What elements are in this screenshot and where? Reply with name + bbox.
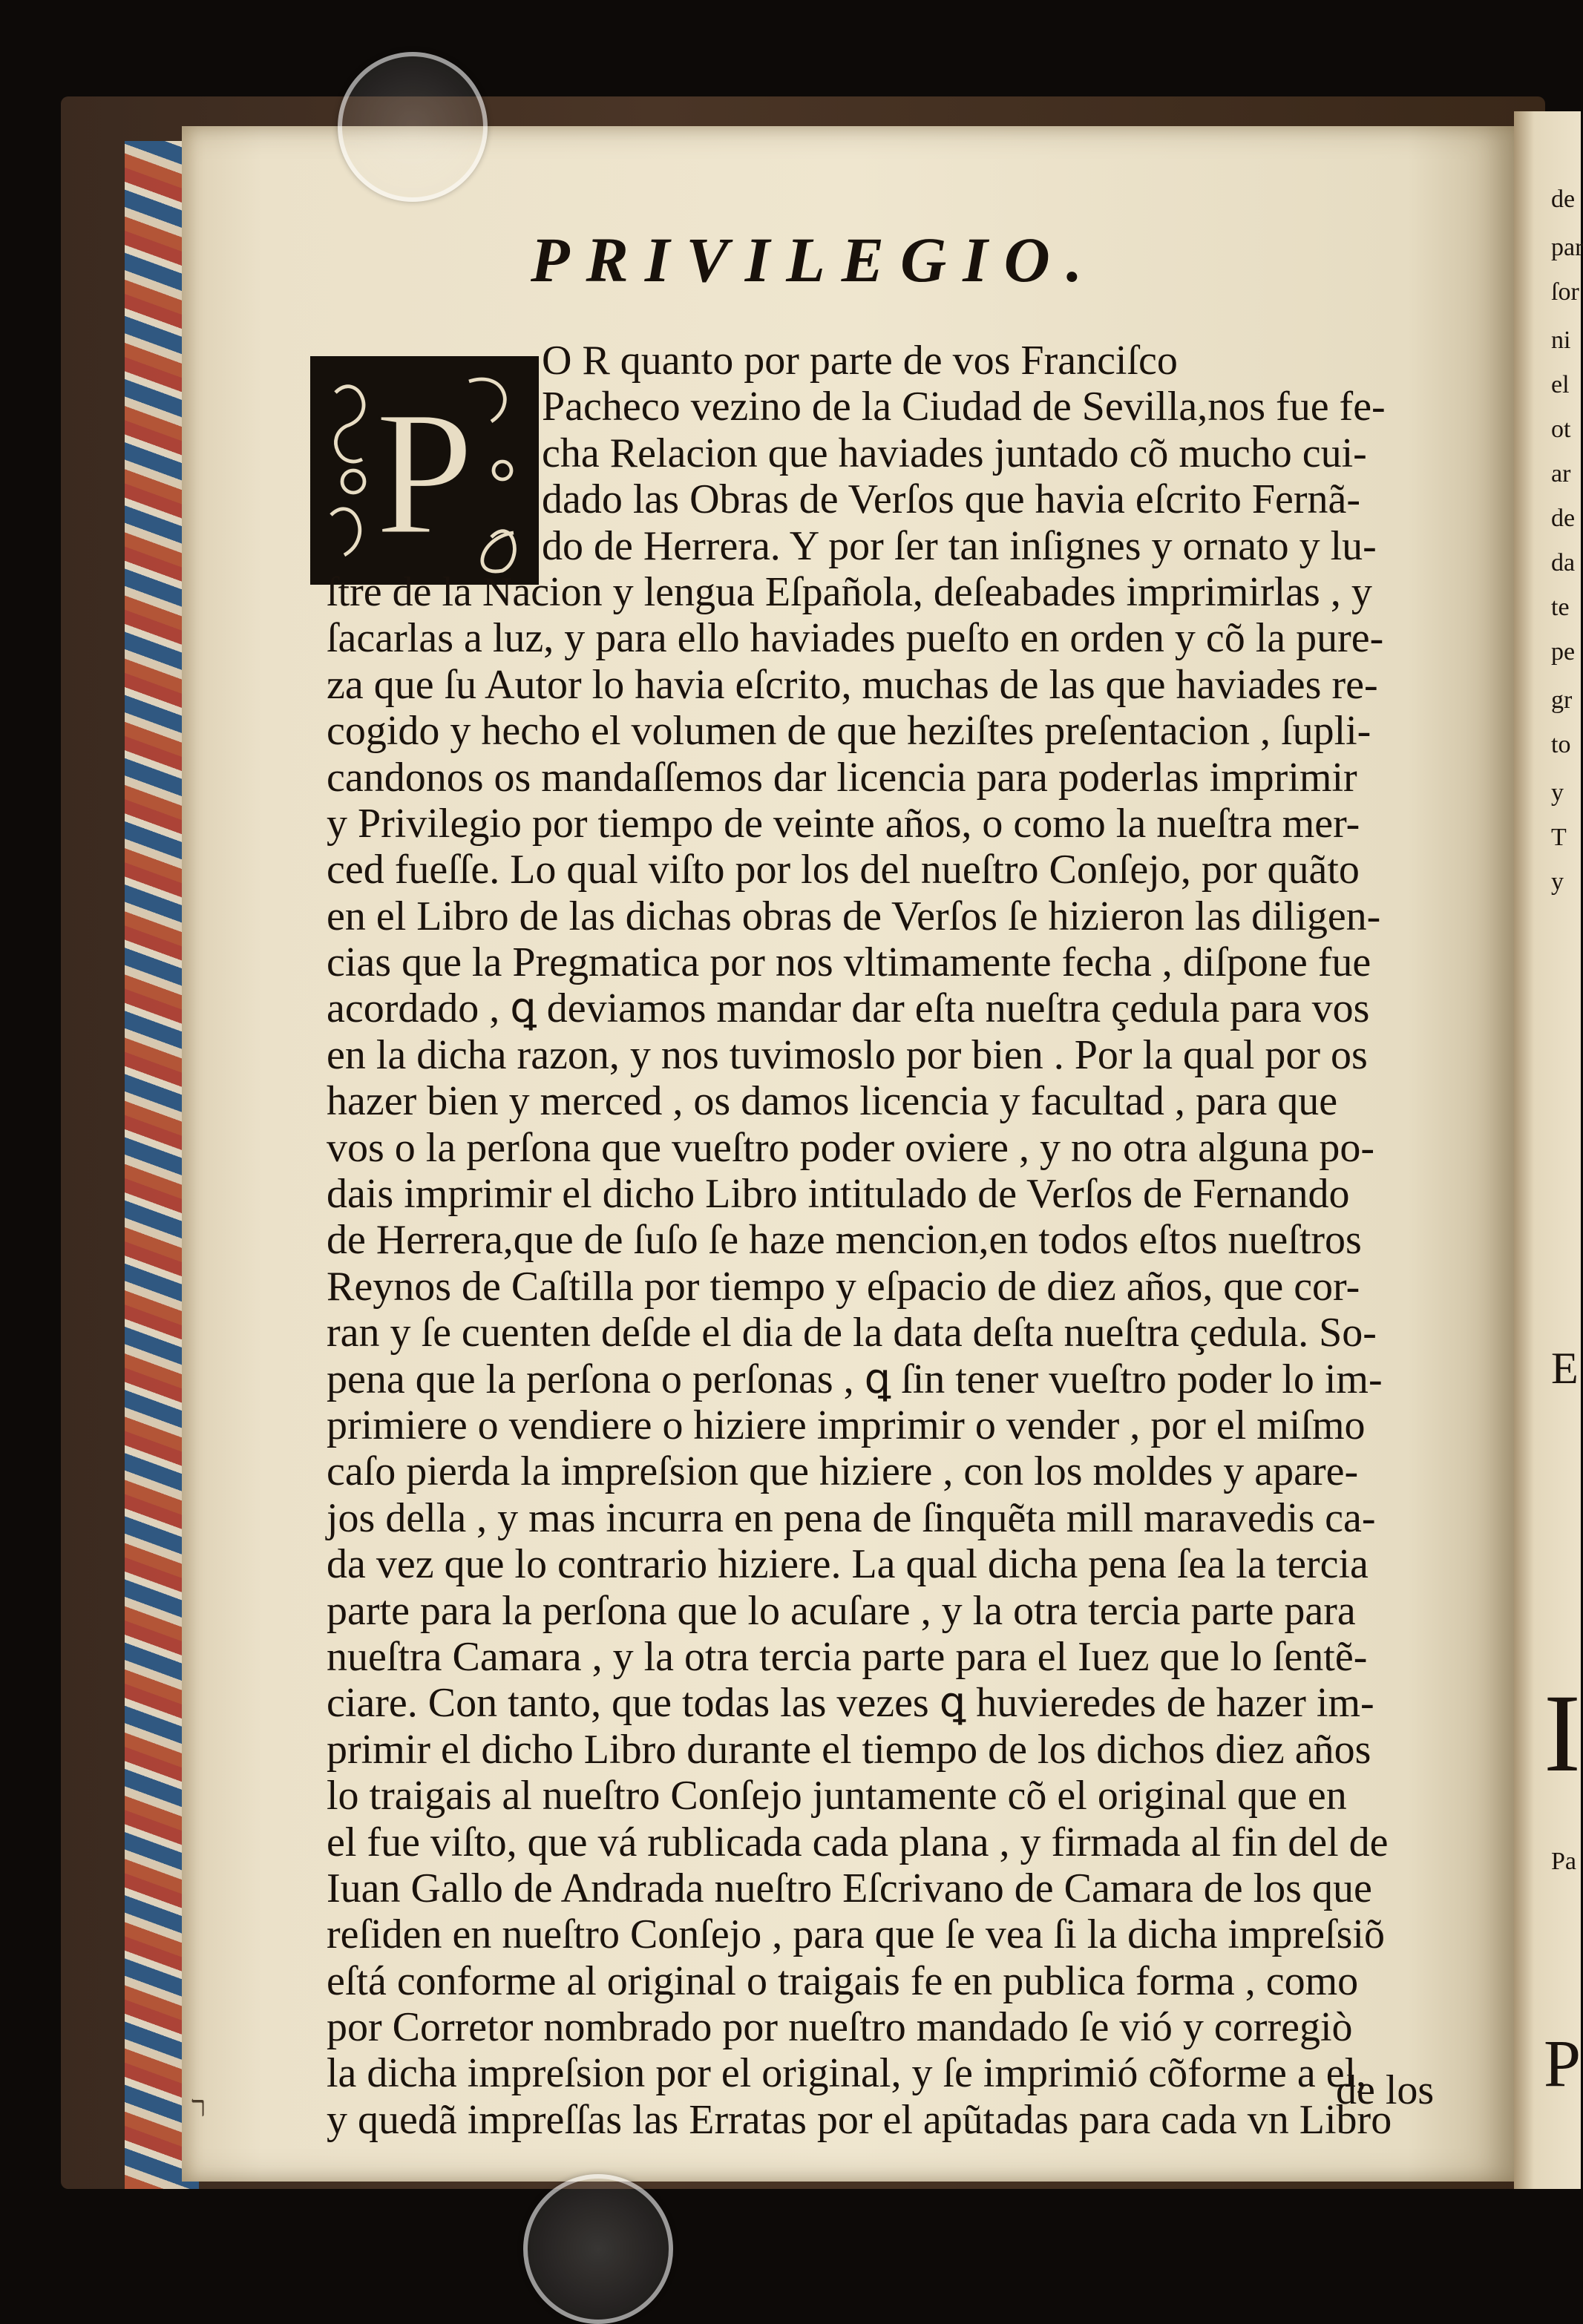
body-line: Pacheco vezino de la Ciudad de Sevilla,nos fue fe- [542, 384, 1386, 430]
facing-page-fragment: gr [1551, 686, 1573, 714]
body-line: y quedã impreſſas las Erratas por el apũtadas para cada vn Libro [327, 2096, 1392, 2143]
body-line: ran y ſe cuenten deſde el dia de la data deſta nueſtra çedula. So- [327, 1310, 1377, 1356]
body-line: hazer bien y merced , os damos licencia y facultad , para que [327, 1078, 1338, 1125]
facing-page-fragment: ot [1551, 416, 1571, 443]
body-line: vos o la perſona que vueſtro poder oviere , y no otra alguna po- [327, 1124, 1375, 1171]
body-line: y Privilegio por tiempo de veinte años, o como la nueſtra mer- [327, 800, 1360, 847]
body-line: pena que la perſona o perſonas , ꝗ ſin tener vueſtro poder lo im- [327, 1356, 1383, 1402]
catchword: de los [1336, 2067, 1435, 2113]
body-line: acordado , ꝗ deviamos mandar dar eſta nueſtra çedula para vos [327, 985, 1370, 1032]
body-line: dais imprimir el dicho Libro intitulado de Verſos de Fernando [327, 1171, 1350, 1218]
body-line: eſtá conforme al original o traigais fe en publica forma , como [327, 1957, 1359, 2004]
privilege-body-text [327, 338, 1447, 2143]
facing-page-fragment: ar [1551, 460, 1571, 488]
body-line: ced fueſſe. Lo qual viſto por los del nueſtro Conſejo, por quãto [327, 847, 1360, 893]
facing-page-fragment: E [1551, 1344, 1579, 1393]
facing-page-fragment: P [1544, 2027, 1582, 2101]
body-line: en la dicha razon, y nos tuvimoslo por bien . Por la qual por os [327, 1031, 1368, 1078]
body-line: cha Relacion que haviades juntado cõ mucho cui- [542, 430, 1367, 476]
page-clip-bottom [523, 2174, 673, 2324]
facing-page-fragment: ſor [1551, 278, 1579, 306]
svg-text:P: P [375, 374, 474, 571]
page-clip-top [338, 52, 488, 202]
facing-page-fragment: y [1551, 779, 1564, 807]
body-line: candonos os mandaſſemos dar licencia para poderlas imprimir [327, 754, 1357, 801]
body-line: Reynos de Caſtilla por tiempo y eſpacio de diez años, que cor- [327, 1263, 1360, 1310]
facing-page-fragment: T [1551, 824, 1567, 851]
body-line: O R quanto por parte de vos Franciſco [542, 338, 1178, 384]
body-line: jos della , y mas incurra en pena de ſinquẽta mill maravedis ca- [327, 1494, 1376, 1541]
facing-page-fragment: de [1551, 505, 1576, 532]
facing-page-fragment: el [1551, 371, 1570, 398]
body-line: el fue viſto, que vá rublicada cada plana , y firmada al fin del de [327, 1819, 1389, 1865]
body-line: cias que la Pregmatica por nos vltimamente fecha , diſpone fue [327, 939, 1371, 986]
body-line: cogido y hecho el volumen de que heziſtes preſentacion , ſupli- [327, 708, 1371, 755]
facing-page-fragment: I [1544, 1672, 1581, 1795]
facing-page-fragment: ni [1551, 326, 1571, 354]
body-line: reſiden en nueſtro Conſejo , para que ſe vea ſi la dicha impreſsiõ [327, 1911, 1385, 1958]
body-line: ſacarlas a luz, y para ello haviades pueſto en orden y cõ la pure- [327, 615, 1384, 662]
facing-page-fragment: pe [1551, 638, 1576, 666]
page-corner-mark: ר [191, 2090, 206, 2123]
facing-page-fragment: y [1551, 868, 1564, 896]
body-line: dado las Obras de Verſos que havia eſcrito Fernã- [542, 476, 1361, 523]
body-line: primiere o vendiere o hiziere imprimir o vender , por el miſmo [327, 1402, 1366, 1448]
body-line: en el Libro de las dichas obras de Verſos ſe hizieron las diligen- [327, 893, 1381, 939]
body-line: za que ſu Autor lo havia eſcrito, muchas de las que haviades re- [327, 661, 1378, 708]
facing-page-edge [1514, 111, 1581, 2189]
facing-page-fragment: Pa [1551, 1848, 1576, 1875]
body-line: do de Herrera. Y por ſer tan inſignes y ornato y lu- [542, 522, 1377, 569]
facing-page-fragment: de [1551, 186, 1576, 213]
body-line: da vez que lo contrario hiziere. La qual dicha pena ſea la tercia [327, 1541, 1369, 1588]
body-line: ciare. Con tanto, que todas las vezes ꝗ huvieredes de hazer im- [327, 1680, 1374, 1727]
body-line: por Corretor nombrado por nueſtro mandado ſe vió y corregiò [327, 2004, 1353, 2051]
body-line: ſtre de la Nacion y lengua Eſpañola, deſeabades imprimirlas , y [327, 568, 1372, 615]
body-line: nueſtra Camara , y la otra tercia parte para el Iuez que lo ſentẽ- [327, 1633, 1368, 1680]
facing-page-fragment: par [1551, 234, 1583, 261]
body-line: Iuan Gallo de Andrada nueſtro Eſcrivano de Camara de los que [327, 1865, 1372, 1911]
facing-page-fragment: da [1551, 549, 1576, 577]
facing-page-fragment: te [1551, 594, 1570, 621]
body-line: parte para la perſona que lo acuſare , y la otra tercia parte para [327, 1587, 1356, 1634]
body-line: primir el dicho Libro durante el tiempo de los dichos diez años [327, 1726, 1371, 1773]
body-line: de Herrera,que de ſuſo ſe haze mencion,en todos eſtos nueſtros [327, 1217, 1362, 1264]
page-heading: PRIVILEGIO. [531, 224, 1099, 295]
facing-page-fragment: to [1551, 731, 1571, 758]
body-line: caſo pierda la impreſsion que hiziere , con los moldes y apare- [327, 1448, 1359, 1495]
body-line: la dicha impreſsion por el original, y ſe imprimió cõforme a el, [327, 2050, 1367, 2097]
body-line: lo traigais al nueſtro Conſejo juntamente cõ el original que en [327, 1773, 1347, 1819]
